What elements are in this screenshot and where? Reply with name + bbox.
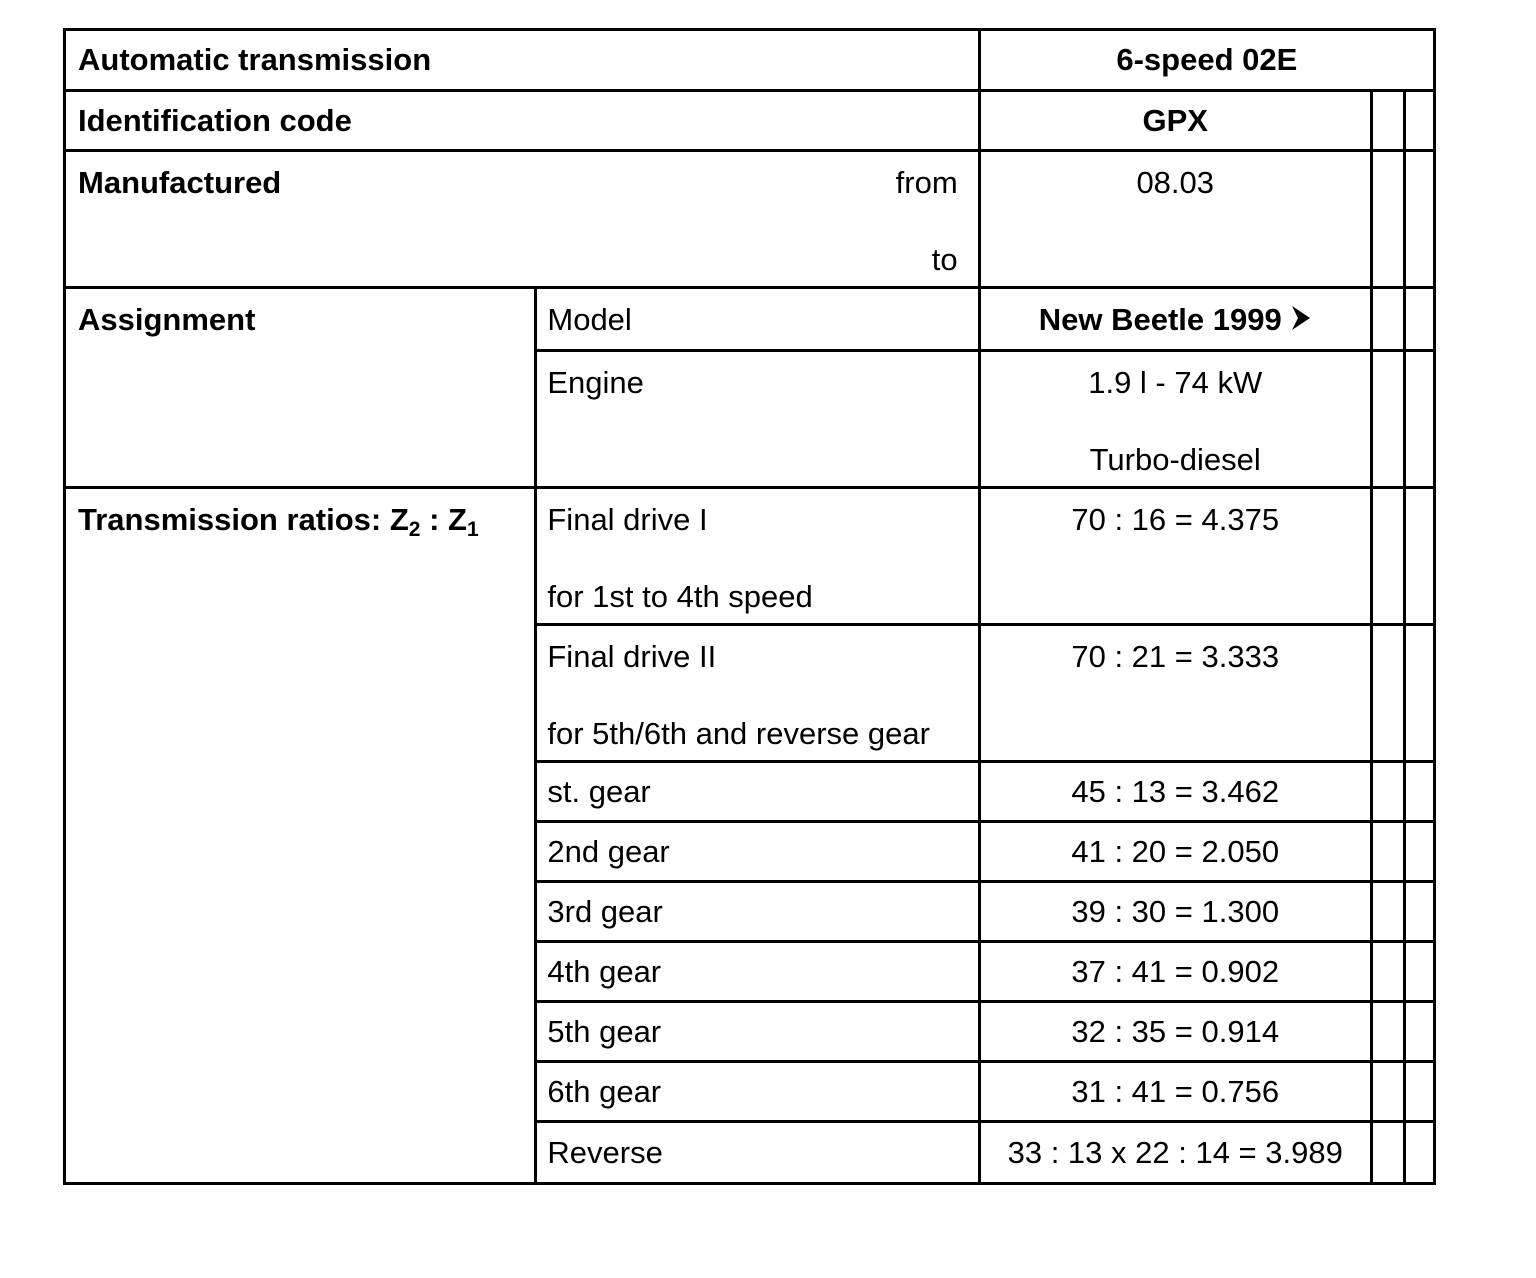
blank-cell	[1371, 1002, 1404, 1062]
ratio-label: 4th gear	[536, 942, 979, 1002]
blank-cell	[1404, 91, 1434, 151]
ratio-label: 6th gear	[536, 1062, 979, 1122]
ratio-label: Reverse	[536, 1122, 979, 1184]
ratio-value: 70 : 16 = 4.375	[979, 488, 1371, 625]
blank-cell	[1371, 1062, 1404, 1122]
blank-cell	[1404, 488, 1434, 625]
blank-cell	[1371, 882, 1404, 942]
to-label: to	[931, 242, 958, 277]
model-value: New Beetle 1999	[1038, 302, 1282, 337]
from-label: from	[895, 165, 958, 200]
ratio-label: Final drive I for 1st to 4th speed	[536, 488, 979, 625]
model-label: Model	[536, 288, 979, 351]
manufactured-values	[979, 151, 1371, 288]
engine-value-cell	[979, 351, 1371, 488]
blank-cell	[1404, 1002, 1434, 1062]
ratios-label: Transmission ratios: $Z_2$ : $Z_1$	[65, 488, 536, 1184]
table-row-model	[65, 288, 1435, 351]
ratio-value: 70 : 21 = 3.333	[979, 625, 1371, 762]
ratio-value: 41 : 20 = 2.050	[979, 822, 1371, 882]
table-row-identification	[65, 91, 1435, 151]
ratio-value: 37 : 41 = 0.902	[979, 942, 1371, 1002]
blank-cell	[1404, 942, 1434, 1002]
blank-cell	[1404, 1062, 1434, 1122]
ratio-value: 45 : 13 = 3.462	[979, 762, 1371, 822]
table-row	[65, 488, 1435, 625]
blank-cell	[1404, 151, 1434, 288]
blank-cell	[1404, 351, 1434, 488]
ratio-value: 33 : 13 x 22 : 14 = 3.989	[979, 1122, 1371, 1184]
from-value: 08.03	[1136, 165, 1215, 200]
blank-cell	[1371, 762, 1404, 822]
blank-cell	[1371, 625, 1404, 762]
blank-cell	[1371, 942, 1404, 1002]
engine-label: Engine	[536, 351, 979, 488]
header-value: 6-speed 02E	[979, 30, 1434, 91]
blank-cell	[1404, 762, 1434, 822]
chevron-right-icon	[1288, 304, 1312, 332]
ratio-label: 5th gear	[536, 1002, 979, 1062]
identification-label: Identification code	[65, 91, 980, 151]
model-value-cell	[979, 288, 1371, 351]
blank-cell	[1371, 822, 1404, 882]
blank-cell	[1371, 288, 1404, 351]
manufactured-label: Manufactured	[65, 151, 536, 288]
table-row-manufactured	[65, 151, 1435, 288]
engine-value-1: 1.9 l - 74 kW	[1088, 365, 1263, 400]
assignment-label: Assignment	[65, 288, 536, 488]
manufactured-range-labels	[536, 151, 979, 288]
ratio-label: st. gear	[536, 762, 979, 822]
ratio-label: 3rd gear	[536, 882, 979, 942]
blank-cell	[1371, 488, 1404, 625]
ratio-label: Final drive II for 5th/6th and reverse gear	[536, 625, 979, 762]
blank-cell	[1404, 822, 1434, 882]
blank-cell	[1371, 351, 1404, 488]
transmission-spec-table	[63, 28, 1436, 1185]
ratio-value: 31 : 41 = 0.756	[979, 1062, 1371, 1122]
engine-value-2: Turbo-diesel	[1089, 442, 1261, 477]
ratio-value: 39 : 30 = 1.300	[979, 882, 1371, 942]
table-row-header	[65, 30, 1435, 91]
blank-cell	[1404, 288, 1434, 351]
blank-cell	[1404, 882, 1434, 942]
blank-cell	[1404, 1122, 1434, 1184]
blank-cell	[1371, 1122, 1404, 1184]
blank-cell	[1404, 625, 1434, 762]
ratio-label: 2nd gear	[536, 822, 979, 882]
header-label: Automatic transmission	[65, 30, 980, 91]
identification-value: GPX	[979, 91, 1371, 151]
blank-cell	[1371, 91, 1404, 151]
ratio-value: 32 : 35 = 0.914	[979, 1002, 1371, 1062]
blank-cell	[1371, 151, 1404, 288]
